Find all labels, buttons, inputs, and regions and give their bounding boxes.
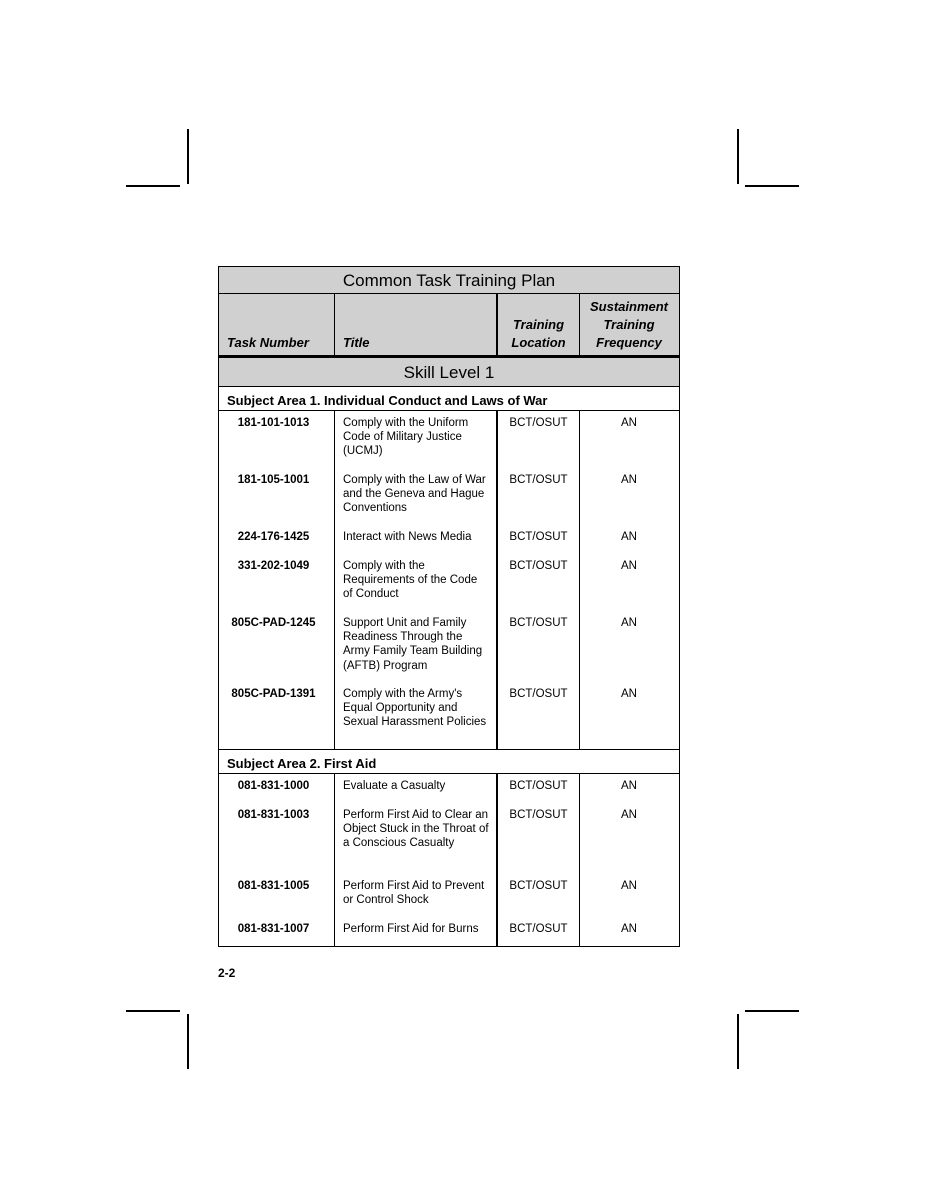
- table-row: [219, 411, 679, 468]
- crop-mark-top-left-horizontal: [126, 185, 180, 187]
- task-title-cell: Comply with the Requirements of the Code of Conduct: [335, 554, 498, 611]
- frequency-cell: AN: [621, 780, 637, 792]
- header-location-line2: Location: [511, 335, 566, 350]
- frequency-cell: AN: [621, 417, 637, 429]
- task-number-cell: 331-202-1049: [219, 554, 335, 611]
- frequency-cell: AN: [621, 474, 637, 486]
- task-number-cell: 181-101-1013: [219, 411, 335, 468]
- task-title-cell: Perform First Aid for Burns: [335, 917, 498, 946]
- training-location-cell: BCT/OSUT: [498, 774, 580, 803]
- table-title: Common Task Training Plan: [219, 267, 679, 294]
- table-row: [219, 554, 679, 611]
- header-frequency-line2: Training: [603, 317, 655, 332]
- training-location-cell: BCT/OSUT: [498, 803, 580, 874]
- crop-mark-top-left-vertical: [187, 129, 189, 184]
- subject-area-heading: Subject Area 2. First Aid: [219, 749, 679, 774]
- table-row: [219, 774, 679, 803]
- task-title-cell: Comply with the Uniform Code of Military Justice (UCMJ): [335, 411, 498, 468]
- skill-level-heading: Skill Level 1: [219, 358, 679, 387]
- training-location-cell: BCT/OSUT: [498, 611, 580, 682]
- crop-mark-bottom-left-horizontal: [126, 1010, 180, 1012]
- training-location-cell: BCT/OSUT: [498, 682, 580, 749]
- training-plan-table: [218, 266, 680, 947]
- header-task-number: Task Number: [219, 294, 335, 355]
- frequency-cell: AN: [621, 560, 637, 572]
- task-title-cell: Evaluate a Casualty: [335, 774, 498, 803]
- column-header-row: [219, 294, 679, 358]
- table-row: [219, 468, 679, 525]
- training-location-cell: BCT/OSUT: [498, 525, 580, 554]
- frequency-cell: AN: [621, 880, 637, 892]
- header-title: Title: [335, 294, 498, 355]
- crop-mark-bottom-right-vertical: [737, 1014, 739, 1069]
- task-title-cell: Comply with the Army's Equal Opportunity and Sexual Harassment Policies: [335, 682, 498, 749]
- crop-mark-bottom-right-horizontal: [745, 1010, 799, 1012]
- task-title-cell: Comply with the Law of War and the Geneva and Hague Conventions: [335, 468, 498, 525]
- crop-mark-bottom-left-vertical: [187, 1014, 189, 1069]
- subject-area-rows: [219, 774, 679, 946]
- frequency-cell: AN: [621, 923, 637, 935]
- task-number-cell: 081-831-1007: [219, 917, 335, 946]
- frequency-cell: AN: [621, 688, 637, 700]
- frequency-cell: AN: [621, 809, 637, 821]
- task-title-cell: Interact with News Media: [335, 525, 498, 554]
- table-row: [219, 682, 679, 749]
- training-location-cell: BCT/OSUT: [498, 468, 580, 525]
- header-frequency-line1: Sustainment: [589, 299, 668, 314]
- task-number-cell: 224-176-1425: [219, 525, 335, 554]
- task-number-cell: 805C-PAD-1245: [219, 611, 335, 682]
- table-row: [219, 525, 679, 554]
- table-row: [219, 803, 679, 874]
- frequency-cell: AN: [621, 531, 637, 543]
- task-number-cell: 081-831-1000: [219, 774, 335, 803]
- header-training-location: [498, 294, 580, 355]
- task-number-cell: 181-105-1001: [219, 468, 335, 525]
- frequency-cell: AN: [621, 617, 637, 629]
- page-number: 2-2: [218, 966, 236, 980]
- crop-mark-top-right-vertical: [737, 129, 739, 184]
- task-number-cell: 081-831-1003: [219, 803, 335, 874]
- task-title-cell: Perform First Aid to Clear an Object Stuck in the Throat of a Conscious Casualty: [335, 803, 498, 874]
- training-location-cell: BCT/OSUT: [498, 554, 580, 611]
- training-location-cell: BCT/OSUT: [498, 874, 580, 917]
- task-title-cell: Support Unit and Family Readiness Through the Army Family Team Building (AFTB) Program: [335, 611, 498, 682]
- training-location-cell: BCT/OSUT: [498, 411, 580, 468]
- header-sustainment-frequency: [580, 294, 678, 355]
- header-location-line1: Training: [512, 317, 565, 332]
- subject-area-heading: Subject Area 1. Individual Conduct and Laws of War: [219, 387, 679, 411]
- task-number-cell: 805C-PAD-1391: [219, 682, 335, 749]
- table-row: [219, 611, 679, 682]
- header-frequency-line3: Frequency: [596, 335, 662, 350]
- training-location-cell: BCT/OSUT: [498, 917, 580, 946]
- table-row: [219, 917, 679, 946]
- table-row: [219, 874, 679, 917]
- task-title-cell: Perform First Aid to Prevent or Control Shock: [335, 874, 498, 917]
- subject-area-rows: [219, 411, 679, 749]
- task-number-cell: 081-831-1005: [219, 874, 335, 917]
- crop-mark-top-right-horizontal: [745, 185, 799, 187]
